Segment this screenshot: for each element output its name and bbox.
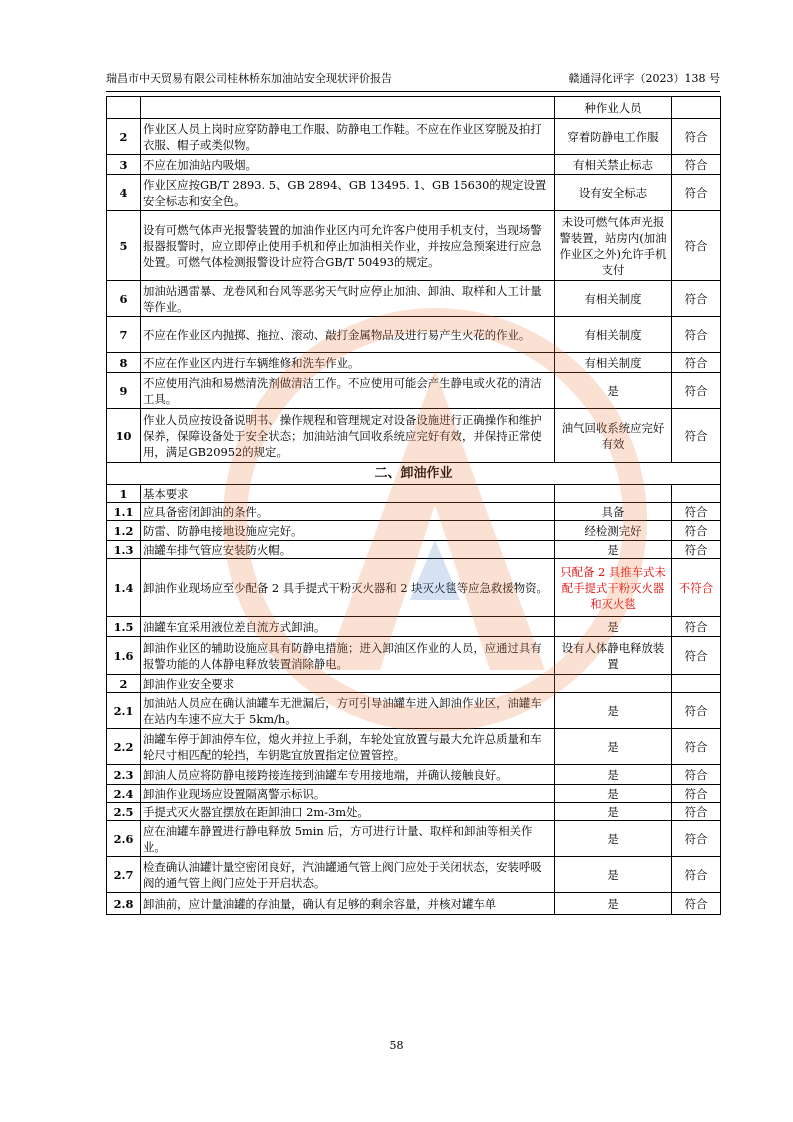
report-title: 瑞昌市中天贸易有限公司桂林桥东加油站安全现状评价报告 [106,72,392,85]
requirement-cell: 检查确认油罐计量空密闭良好，汽油罐通气管上阀门应处于关闭状态，安装呼吸阀的通气管上阀门应处于开启状态。 [141,857,555,893]
conformity-cell: 符合 [672,353,721,373]
section-header-row [107,463,721,485]
requirement-cell: 防雷、防静电接地设施应完好。 [141,521,555,541]
item-number-cell: 1.2 [107,521,141,541]
status-cell: 是 [555,765,672,785]
item-number-cell: 5 [107,211,141,281]
requirement-cell: 不应在加油站内吸烟。 [141,155,555,175]
status-cell [555,485,672,503]
item-number-cell [107,97,141,119]
conformity-cell: 符合 [672,729,721,765]
conformity-cell: 符合 [672,857,721,893]
status-cell: 有相关禁止标志 [555,155,672,175]
status-cell: 是 [555,617,672,637]
item-number-cell: 9 [107,373,141,409]
report-number: 赣通浔化评字（2023）138 号 [568,72,720,85]
conformity-cell [672,97,721,119]
status-cell: 是 [555,373,672,409]
group-row [107,675,721,693]
requirement-cell: 基本要求 [141,485,555,503]
conformity-cell: 符合 [672,119,721,155]
status-cell: 有相关制度 [555,281,672,317]
status-cell: 有相关制度 [555,353,672,373]
table-row [107,765,721,785]
table-row [107,281,721,317]
table-row [107,857,721,893]
table-row [107,637,721,675]
item-number-cell: 2.7 [107,857,141,893]
table-row [107,119,721,155]
item-number-cell: 6 [107,281,141,317]
header-rule [106,91,720,92]
item-number-cell: 2.4 [107,785,141,803]
item-number-cell: 1.3 [107,541,141,559]
item-number-cell: 4 [107,175,141,211]
item-number-cell: 2.2 [107,729,141,765]
status-cell: 是 [555,893,672,915]
status-cell: 是 [555,693,672,729]
table-row [107,503,721,521]
conformity-cell: 符合 [672,521,721,541]
table-row [107,541,721,559]
item-number-cell: 10 [107,409,141,463]
page-number: 58 [389,1039,404,1052]
requirement-cell: 应具备密闭卸油的条件。 [141,503,555,521]
conformity-cell: 符合 [672,617,721,637]
requirement-cell: 加油站人员应在确认油罐车无泄漏后，方可引导油罐车进入卸油作业区，油罐车在站内车速不应大于 5km/h。 [141,693,555,729]
item-number-cell: 2.3 [107,765,141,785]
conformity-cell: 符合 [672,409,721,463]
table-row [107,893,721,915]
status-cell: 是 [555,803,672,821]
conformity-cell: 符合 [672,155,721,175]
table-row [107,521,721,541]
table-row [107,97,721,119]
safety-checklist-table [106,96,721,915]
item-number-cell: 1.5 [107,617,141,637]
item-number-cell: 1 [107,485,141,503]
conformity-cell: 符合 [672,175,721,211]
requirement-cell: 卸油作业现场应至少配备 2 具手提式干粉灭火器和 2 块灭火毯等应急救援物资。 [141,559,555,617]
conformity-cell: 符合 [672,503,721,521]
table-row [107,803,721,821]
conformity-cell: 符合 [672,373,721,409]
table-row [107,353,721,373]
table-row [107,785,721,803]
table-row [107,693,721,729]
conformity-cell: 符合 [672,821,721,857]
requirement-cell: 油罐车停于卸油停车位，熄火并拉上手刹，车轮处宜放置与最大允许总质量和车轮尺寸相匹配的轮挡，车钥匙宜放置指定位置管控。 [141,729,555,765]
conformity-cell: 符合 [672,541,721,559]
table-row [107,317,721,353]
page-header [106,70,720,88]
status-cell: 是 [555,785,672,803]
table-row [107,175,721,211]
requirement-cell: 油罐车宜采用液位差自流方式卸油。 [141,617,555,637]
requirement-cell: 卸油前，应计量油罐的存油量，确认有足够的剩余容量，并核对罐车单 [141,893,555,915]
item-number-cell: 1.4 [107,559,141,617]
requirement-cell: 不应在作业区内抛掷、拖拉、滚动、敲打金属物品及进行易产生火花的作业。 [141,317,555,353]
status-cell: 穿着防静电工作服 [555,119,672,155]
status-cell: 具备 [555,503,672,521]
requirement-cell: 作业人员应按设备说明书、操作规程和管理规定对设备设施进行正确操作和维护保养，保障设备处于安全状态；加油站油气回收系统应完好有效，并保持正常使用，满足GB20952的规定。 [141,409,555,463]
conformity-cell: 不符合 [672,559,721,617]
item-number-cell: 8 [107,353,141,373]
requirement-cell: 卸油人员应将防静电接跨接连接到油罐车专用接地端，并确认接触良好。 [141,765,555,785]
requirement-cell: 油罐车排气管应安装防火帽。 [141,541,555,559]
status-cell: 是 [555,821,672,857]
requirement-cell: 卸油作业安全要求 [141,675,555,693]
requirement-cell: 卸油作业区的辅助设施应具有防静电措施；进入卸油区作业的人员，应通过具有报警功能的人体静电释放装置消除静电。 [141,637,555,675]
table-row [107,617,721,637]
status-cell: 有相关制度 [555,317,672,353]
status-cell: 未设可燃气体声光报警装置，站房内(加油作业区之外)允许手机支付 [555,211,672,281]
status-cell: 种作业人员 [555,97,672,119]
conformity-cell: 符合 [672,693,721,729]
status-cell: 设有人体静电释放装置 [555,637,672,675]
item-number-cell: 2.6 [107,821,141,857]
item-number-cell: 2.5 [107,803,141,821]
table-row [107,409,721,463]
conformity-cell: 符合 [672,211,721,281]
table-row [107,729,721,765]
conformity-cell: 符合 [672,281,721,317]
conformity-cell [672,675,721,693]
status-cell: 是 [555,729,672,765]
conformity-cell: 符合 [672,785,721,803]
requirement-cell: 不应在作业区内进行车辆维修和洗车作业。 [141,353,555,373]
conformity-cell: 符合 [672,803,721,821]
requirement-cell: 作业区应按GB/T 2893. 5、GB 2894、GB 13495. 1、GB 15630的规定设置安全标志和安全色。 [141,175,555,211]
table-row [107,373,721,409]
item-number-cell: 7 [107,317,141,353]
table-row [107,821,721,857]
status-cell: 只配备 2 具推车式未配手提式干粉灭火器和灭火毯 [555,559,672,617]
table-row [107,559,721,617]
item-number-cell: 1.6 [107,637,141,675]
requirement-cell: 手提式灭火器宜摆放在距卸油口 2m-3m处。 [141,803,555,821]
status-cell [555,675,672,693]
conformity-cell [672,485,721,503]
section-title: 二、卸油作业 [107,463,721,485]
conformity-cell: 符合 [672,765,721,785]
item-number-cell: 2 [107,119,141,155]
requirement-cell: 设有可燃气体声光报警装置的加油作业区内可允许客户使用手机支付，当现场警报器报警时，应立即停止使用手机和停止加油相关作业，并按应急预案进行应急处置。可燃气体检测报警设计应符合GB/T 50493的规定。 [141,211,555,281]
item-number-cell: 3 [107,155,141,175]
conformity-cell: 符合 [672,317,721,353]
requirement-cell: 加油站遇雷暴、龙卷风和台风等恶劣天气时应停止加油、卸油、取样和人工计量等作业。 [141,281,555,317]
item-number-cell: 2 [107,675,141,693]
table-row [107,211,721,281]
item-number-cell: 1.1 [107,503,141,521]
conformity-cell: 符合 [672,637,721,675]
requirement-cell [141,97,555,119]
requirement-cell: 作业区人员上岗时应穿防静电工作服、防静电工作鞋。不应在作业区穿脱及拍打衣服、帽子或类似物。 [141,119,555,155]
status-cell: 是 [555,857,672,893]
requirement-cell: 不应使用汽油和易燃清洗剂做清洁工作。不应使用可能会产生静电或火花的清洁工具。 [141,373,555,409]
group-row [107,485,721,503]
item-number-cell: 2.1 [107,693,141,729]
status-cell: 是 [555,541,672,559]
conformity-cell: 符合 [672,893,721,915]
status-cell: 油气回收系统应完好有效 [555,409,672,463]
item-number-cell: 2.8 [107,893,141,915]
requirement-cell: 卸油作业现场应设置隔离警示标识。 [141,785,555,803]
status-cell: 经检测完好 [555,521,672,541]
status-cell: 设有安全标志 [555,175,672,211]
table-row [107,155,721,175]
requirement-cell: 应在油罐车静置进行静电释放 5min 后，方可进行计量、取样和卸油等相关作业。 [141,821,555,857]
